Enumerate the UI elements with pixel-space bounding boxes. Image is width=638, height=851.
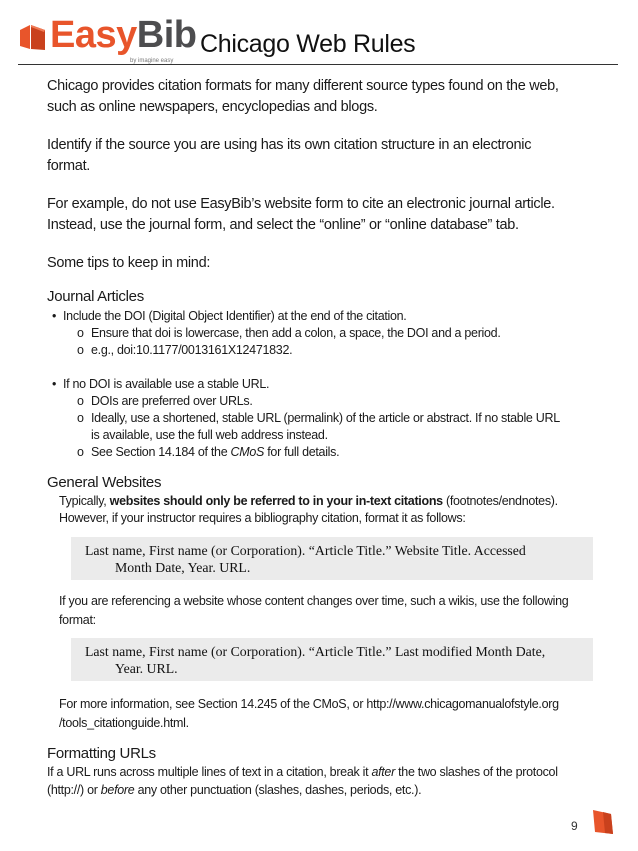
list-subitem: o DOIs are preferred over URLs. (77, 394, 253, 408)
intro-paragraph-3: For example, do not use EasyBib’s website form to cite an electronic journal article. Instead, use the journal form, and select the “online” or “online database” tab. (47, 196, 555, 233)
general-websites-heading: General Websites (47, 474, 162, 491)
list-subitem: o e.g., doi:10.1177/0013161X12471832. (77, 343, 293, 357)
changing-content-text: If you are referencing a website whose content changes over time, such a wikis, use the following format: (59, 594, 569, 627)
book-logo-icon (18, 22, 48, 52)
list-item: • Include the DOI (Digital Object Identifier) at the end of the citation. (47, 308, 617, 325)
list-item: • If no DOI is available use a stable URL. (47, 376, 617, 393)
page-number: 9 (571, 819, 578, 833)
journal-articles-list (47, 308, 617, 461)
more-info-text: For more information, see Section 14.245 of the CMoS, or http://www.chicagomanualofstyle.org /tools_citationguide.html. (59, 697, 559, 730)
citation-format-wiki: Last name, First name (or Corporation). “Article Title.” Last modified Month Date, Year. URL. (71, 638, 593, 681)
journal-articles-heading: Journal Articles (47, 288, 144, 305)
header-divider (18, 64, 618, 65)
list-subitem: o Ensure that doi is lowercase, then add a colon, a space, the DOI and a period. (77, 326, 501, 340)
intro-paragraph-1: Chicago provides citation formats for many different source types found on the web, such as online newspapers, encyclopedias and blogs. (47, 78, 559, 115)
logo-wordmark: EasyBib (50, 14, 197, 56)
logo-tagline: by imagine easy (130, 58, 174, 64)
page-header (18, 16, 618, 66)
list-subitem: o See Section 14.184 of the CMoS for full details. (77, 445, 340, 459)
citation-format-website: Last name, First name (or Corporation). “Article Title.” Website Title. Accessed Month Date, Year. URL. (71, 537, 593, 580)
list-subitem: o Ideally, use a shortened, stable URL (permalink) of the article or abstract. If no stable URL is available, use the full web address instead. (77, 411, 560, 442)
intro-paragraph-4: Some tips to keep in mind: (47, 255, 211, 271)
page-title: Chicago Web Rules (200, 30, 416, 58)
general-websites-text: Typically, websites should only be referred to in your in-text citations (footnotes/endnotes). However, if your instructor requires a bibliography citation, format it as follows: (59, 494, 558, 525)
formatting-urls-text: If a URL runs across multiple lines of text in a citation, break it after the two slashes of the protocol (http://) or before any other punctuation (slashes, dashes, periods, etc.). (47, 765, 558, 797)
intro-paragraph-2: Identify if the source you are using has its own citation structure in an electronic format. (47, 137, 532, 174)
main-content (47, 76, 617, 799)
book-corner-icon (591, 808, 615, 836)
formatting-urls-heading: Formatting URLs (47, 745, 156, 762)
